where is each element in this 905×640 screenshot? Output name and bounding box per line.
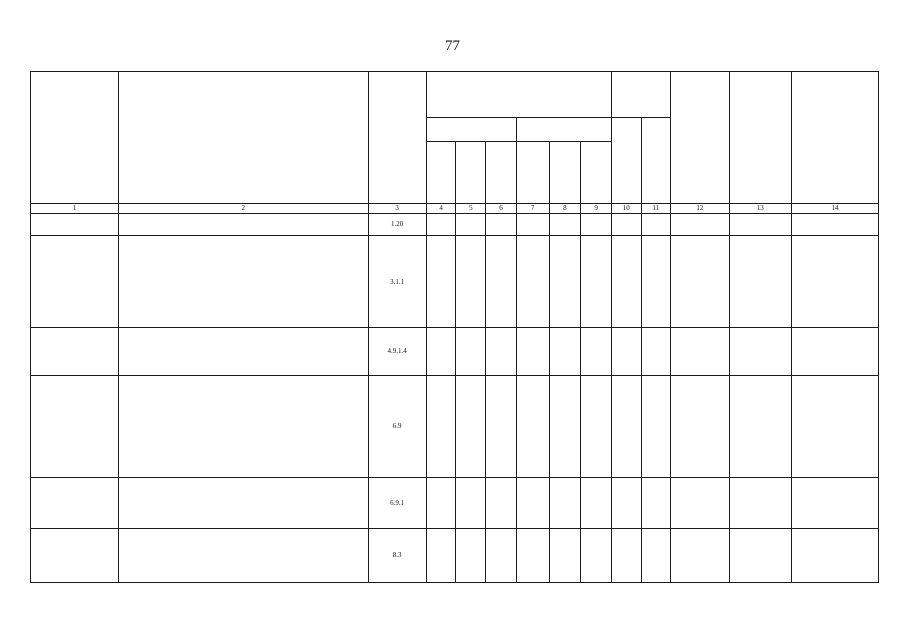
min-width-cell — [456, 213, 486, 235]
coverage-cell — [671, 327, 729, 375]
min-area-cell — [486, 375, 517, 477]
header-use-description — [118, 72, 368, 204]
column-number: 11 — [641, 203, 671, 213]
setback-cell — [729, 236, 791, 328]
header-height — [641, 117, 671, 203]
header-code — [368, 72, 426, 204]
max-area-cell — [581, 236, 612, 328]
coverage-cell — [671, 236, 729, 328]
max-width-cell — [549, 477, 581, 528]
column-number: 6 — [486, 203, 517, 213]
column-number: 7 — [516, 203, 549, 213]
use-name — [31, 528, 119, 582]
height-cell — [641, 375, 671, 477]
column-number: 5 — [456, 203, 486, 213]
header-maximum — [516, 117, 611, 141]
min-width-cell — [456, 375, 486, 477]
use-name — [31, 375, 119, 477]
min-width-cell — [456, 236, 486, 328]
max-length-cell — [516, 327, 549, 375]
column-number: 3 — [368, 203, 426, 213]
min-length-cell — [426, 528, 456, 582]
height-cell — [641, 213, 671, 235]
coverage-cell — [671, 528, 729, 582]
column-number: 13 — [729, 203, 791, 213]
floors-cell — [611, 236, 641, 328]
max-area-cell — [581, 528, 612, 582]
use-code: 8.3 — [368, 528, 426, 582]
use-code: 1.20 — [368, 213, 426, 235]
header-min-area — [486, 142, 517, 203]
other-parameters-cell — [791, 236, 878, 328]
min-width-cell — [456, 528, 486, 582]
floors-cell — [611, 528, 641, 582]
use-description — [118, 477, 368, 528]
setback-cell — [729, 477, 791, 528]
use-description — [118, 236, 368, 328]
max-width-cell — [549, 213, 581, 235]
min-length-cell — [426, 236, 456, 328]
min-area-cell — [486, 213, 517, 235]
use-code: 4.9.1.4 — [368, 327, 426, 375]
header-min-length — [426, 142, 456, 203]
header-use-name — [31, 72, 119, 204]
height-cell — [641, 327, 671, 375]
other-parameters-cell — [791, 375, 878, 477]
min-area-cell — [486, 477, 517, 528]
column-number: 4 — [426, 203, 456, 213]
table-row — [31, 375, 879, 477]
max-area-cell — [581, 375, 612, 477]
column-number: 2 — [118, 203, 368, 213]
header-max-area — [581, 142, 612, 203]
use-name — [31, 327, 119, 375]
floors-cell — [611, 375, 641, 477]
table-row — [31, 213, 879, 235]
max-length-cell — [516, 213, 549, 235]
header-min-setback — [729, 72, 791, 204]
max-length-cell — [516, 528, 549, 582]
other-parameters-cell — [791, 477, 878, 528]
max-area-cell — [581, 213, 612, 235]
zoning-regulations-table — [30, 71, 879, 583]
min-width-cell — [456, 327, 486, 375]
min-length-cell — [426, 477, 456, 528]
max-width-cell — [549, 375, 581, 477]
use-code: 3.1.1 — [368, 236, 426, 328]
floors-cell — [611, 477, 641, 528]
other-parameters-cell — [791, 327, 878, 375]
max-width-cell — [549, 327, 581, 375]
other-parameters-cell — [791, 528, 878, 582]
header-max-width — [549, 142, 581, 203]
page-number: 77 — [445, 38, 460, 54]
min-area-cell — [486, 327, 517, 375]
header-floors — [611, 117, 641, 203]
use-name — [31, 213, 119, 235]
table-row — [31, 327, 879, 375]
column-number: 14 — [791, 203, 878, 213]
use-description — [118, 528, 368, 582]
height-cell — [641, 528, 671, 582]
use-description — [118, 213, 368, 235]
setback-cell — [729, 528, 791, 582]
use-code: 6.9.1 — [368, 477, 426, 528]
use-name — [31, 236, 119, 328]
other-parameters-cell — [791, 213, 878, 235]
header-max-length — [516, 142, 549, 203]
max-width-cell — [549, 236, 581, 328]
floors-cell — [611, 213, 641, 235]
max-length-cell — [516, 375, 549, 477]
coverage-cell — [671, 213, 729, 235]
min-width-cell — [456, 477, 486, 528]
header-plot-size-limits — [426, 72, 611, 118]
use-name — [31, 477, 119, 528]
header-min-width — [456, 142, 486, 203]
column-number: 1 — [31, 203, 119, 213]
column-number: 12 — [671, 203, 729, 213]
height-cell — [641, 236, 671, 328]
column-number-row — [31, 203, 879, 213]
height-cell — [641, 477, 671, 528]
min-length-cell — [426, 375, 456, 477]
coverage-cell — [671, 477, 729, 528]
setback-cell — [729, 327, 791, 375]
header-max-coverage — [671, 72, 729, 204]
table-row — [31, 528, 879, 582]
max-length-cell — [516, 236, 549, 328]
min-length-cell — [426, 213, 456, 235]
header-minimum — [426, 117, 516, 141]
max-length-cell — [516, 477, 549, 528]
use-code: 6.9 — [368, 375, 426, 477]
min-length-cell — [426, 327, 456, 375]
max-area-cell — [581, 327, 612, 375]
max-width-cell — [549, 528, 581, 582]
setback-cell — [729, 213, 791, 235]
use-description — [118, 327, 368, 375]
table-row — [31, 236, 879, 328]
column-number: 9 — [581, 203, 612, 213]
use-description — [118, 375, 368, 477]
setback-cell — [729, 375, 791, 477]
floors-cell — [611, 327, 641, 375]
header-row-1 — [31, 72, 879, 118]
column-number: 10 — [611, 203, 641, 213]
coverage-cell — [671, 375, 729, 477]
max-area-cell — [581, 477, 612, 528]
min-area-cell — [486, 528, 517, 582]
header-floor-limits — [611, 72, 670, 118]
header-other-parameters — [791, 72, 878, 204]
table-row — [31, 477, 879, 528]
min-area-cell — [486, 236, 517, 328]
column-number: 8 — [549, 203, 581, 213]
